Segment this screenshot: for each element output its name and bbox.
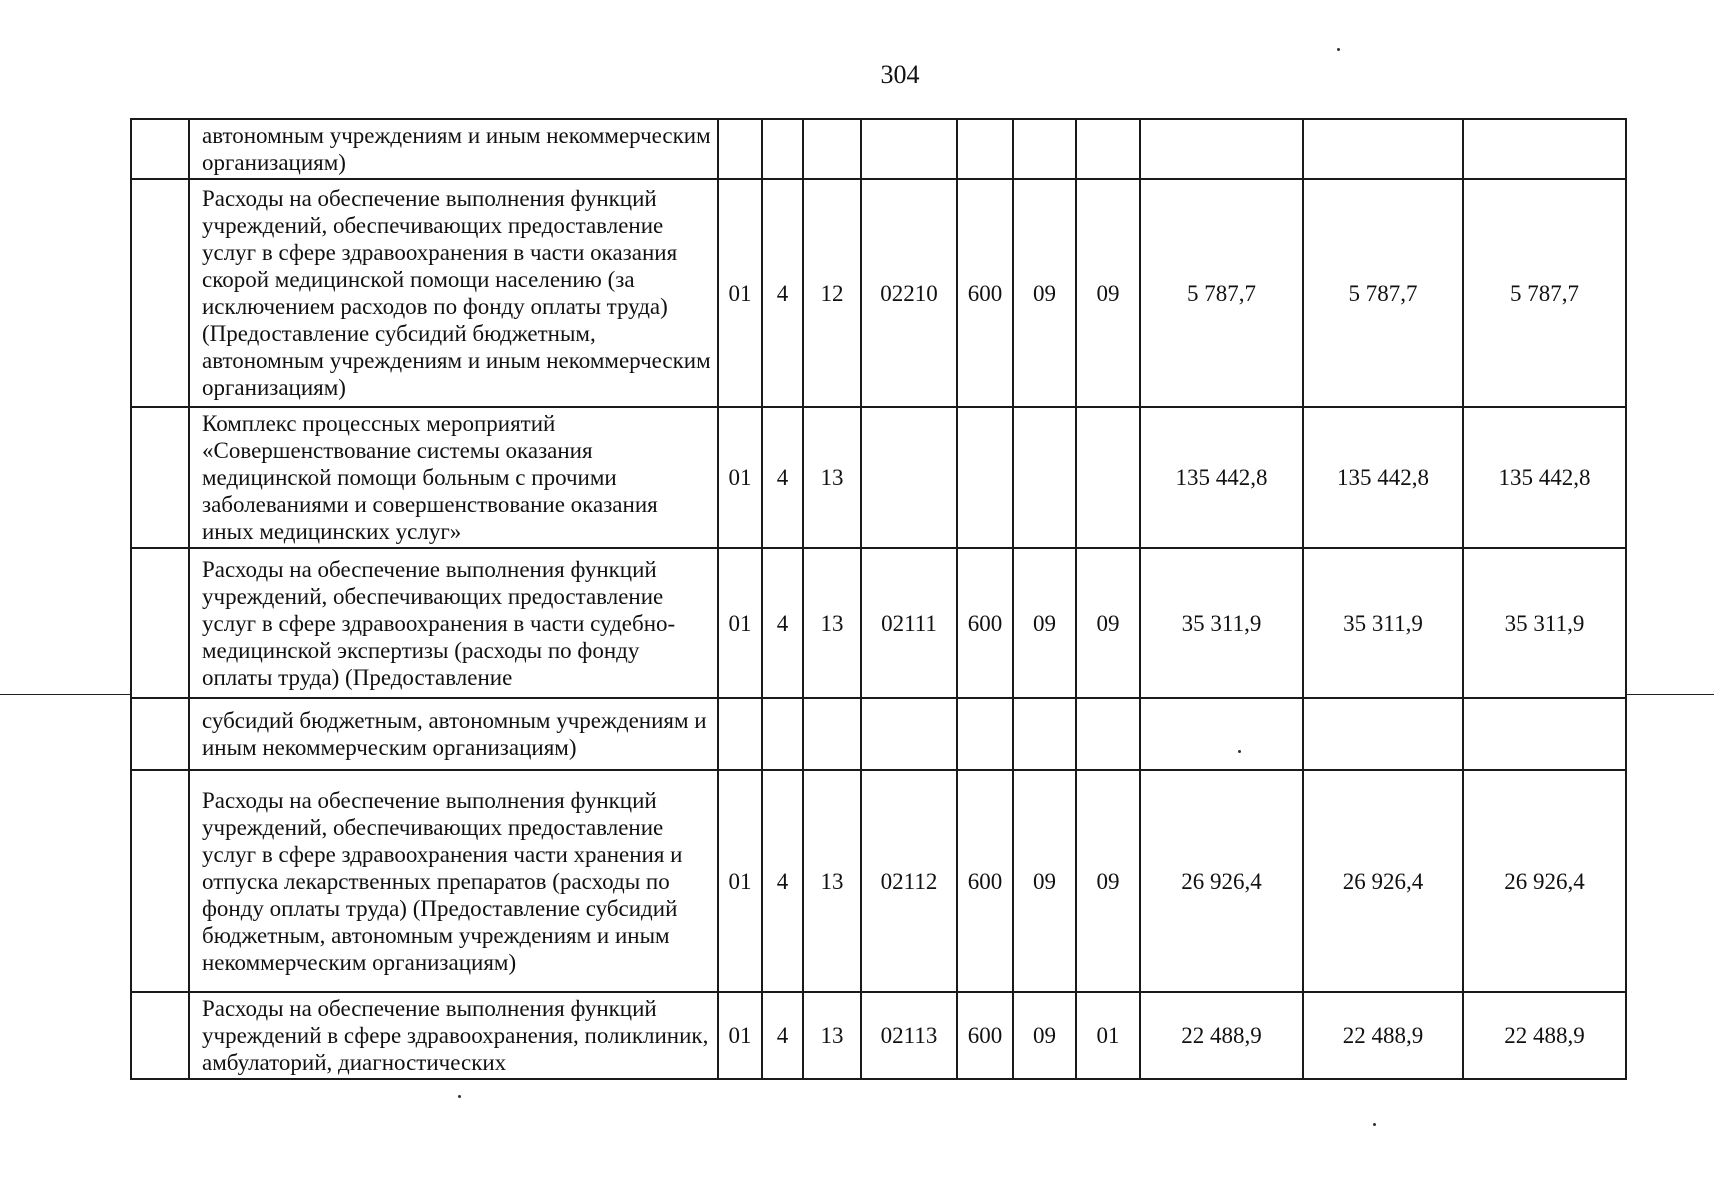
code-cell-c6: 09 [1013, 179, 1076, 407]
table-row [131, 407, 1626, 548]
table-row [131, 179, 1626, 407]
cut-line-right [1625, 694, 1714, 695]
amount-cell-v2: 135 442,8 [1303, 407, 1463, 548]
scan-speck [458, 1095, 461, 1098]
code-cell-c7: 09 [1076, 770, 1140, 992]
amount-cell-v2: 35 311,9 [1303, 548, 1463, 698]
code-cell-c4 [861, 119, 957, 179]
code-cell-c6 [1013, 119, 1076, 179]
row-index-cell [131, 992, 189, 1079]
code-cell-c4 [861, 407, 957, 548]
code-cell-c3: 12 [803, 179, 861, 407]
code-cell-c7: 01 [1076, 992, 1140, 1079]
cut-line-left [0, 694, 130, 695]
row-description: субсидий бюджетным, автономным учреждениям и иным некоммерческим организациям) [189, 698, 718, 770]
code-cell-c2 [762, 119, 803, 179]
code-cell-c1 [718, 119, 762, 179]
code-cell-c2 [762, 698, 803, 770]
row-index-cell [131, 179, 189, 407]
code-cell-c1 [718, 698, 762, 770]
code-cell-c4: 02112 [861, 770, 957, 992]
code-cell-c3: 13 [803, 548, 861, 698]
code-cell-c1: 01 [718, 548, 762, 698]
code-cell-c5 [957, 407, 1013, 548]
code-cell-c5 [957, 119, 1013, 179]
code-cell-c4: 02210 [861, 179, 957, 407]
amount-cell-v1 [1140, 698, 1303, 770]
amount-cell-v3: 22 488,9 [1463, 992, 1626, 1079]
row-index-cell [131, 548, 189, 698]
amount-cell-v2: 5 787,7 [1303, 179, 1463, 407]
code-cell-c6: 09 [1013, 548, 1076, 698]
row-index-cell [131, 119, 189, 179]
amount-cell-v1: 135 442,8 [1140, 407, 1303, 548]
scan-speck [1373, 1123, 1376, 1126]
code-cell-c5: 600 [957, 179, 1013, 407]
amount-cell-v1 [1140, 119, 1303, 179]
page-number: 304 [880, 60, 920, 89]
code-cell-c3: 13 [803, 770, 861, 992]
row-description: Расходы на обеспечение выполнения функций учреждений, обеспечивающих предоставление услуг в сфере здравоохранения в части оказания скорой медицинской помощи населению (за исключением расходов по фонду оплаты труда) (Предоставление субсидий бюджетным, автономным учреждениям и иным некоммерческим организациям) [189, 179, 718, 407]
code-cell-c2: 4 [762, 992, 803, 1079]
code-cell-c2: 4 [762, 179, 803, 407]
code-cell-c1: 01 [718, 179, 762, 407]
row-index-cell [131, 407, 189, 548]
code-cell-c6 [1013, 698, 1076, 770]
code-cell-c7: 09 [1076, 548, 1140, 698]
code-cell-c5: 600 [957, 992, 1013, 1079]
amount-cell-v3: 26 926,4 [1463, 770, 1626, 992]
row-description: Расходы на обеспечение выполнения функций учреждений, обеспечивающих предоставление услуг в сфере здравоохранения в части судебно-медицинской экспертизы (расходы по фонду оплаты труда) (Предоставление [189, 548, 718, 698]
code-cell-c4: 02113 [861, 992, 957, 1079]
code-cell-c6: 09 [1013, 992, 1076, 1079]
amount-cell-v2: 22 488,9 [1303, 992, 1463, 1079]
code-cell-c7 [1076, 698, 1140, 770]
code-cell-c2: 4 [762, 770, 803, 992]
amount-cell-v3: 5 787,7 [1463, 179, 1626, 407]
code-cell-c7 [1076, 407, 1140, 548]
table-row [131, 548, 1626, 698]
code-cell-c1: 01 [718, 407, 762, 548]
amount-cell-v2 [1303, 698, 1463, 770]
code-cell-c1: 01 [718, 770, 762, 992]
code-cell-c3: 13 [803, 407, 861, 548]
table-row [131, 698, 1626, 770]
row-index-cell [131, 698, 189, 770]
code-cell-c4: 02111 [861, 548, 957, 698]
scan-speck [1337, 48, 1340, 51]
row-description: автономным учреждениям и иным некоммерческим организациям) [189, 119, 718, 179]
code-cell-c3 [803, 698, 861, 770]
table-row [131, 119, 1626, 179]
code-cell-c5 [957, 698, 1013, 770]
code-cell-c6 [1013, 407, 1076, 548]
scan-speck [1238, 750, 1241, 753]
amount-cell-v1: 35 311,9 [1140, 548, 1303, 698]
amount-cell-v3 [1463, 698, 1626, 770]
amount-cell-v1: 22 488,9 [1140, 992, 1303, 1079]
code-cell-c1: 01 [718, 992, 762, 1079]
code-cell-c7: 09 [1076, 179, 1140, 407]
code-cell-c3: 13 [803, 992, 861, 1079]
table-row [131, 992, 1626, 1079]
amount-cell-v1: 5 787,7 [1140, 179, 1303, 407]
amount-cell-v1: 26 926,4 [1140, 770, 1303, 992]
code-cell-c5: 600 [957, 548, 1013, 698]
amount-cell-v3: 135 442,8 [1463, 407, 1626, 548]
budget-table [130, 118, 1627, 1080]
code-cell-c2: 4 [762, 548, 803, 698]
amount-cell-v2: 26 926,4 [1303, 770, 1463, 992]
code-cell-c5: 600 [957, 770, 1013, 992]
amount-cell-v3: 35 311,9 [1463, 548, 1626, 698]
code-cell-c4 [861, 698, 957, 770]
code-cell-c6: 09 [1013, 770, 1076, 992]
row-index-cell [131, 770, 189, 992]
amount-cell-v3 [1463, 119, 1626, 179]
code-cell-c7 [1076, 119, 1140, 179]
code-cell-c2: 4 [762, 407, 803, 548]
code-cell-c3 [803, 119, 861, 179]
row-description: Расходы на обеспечение выполнения функций учреждений в сфере здравоохранения, поликлиник, амбулаторий, диагностических [189, 992, 718, 1079]
row-description: Комплекс процессных мероприятий «Совершенствование системы оказания медицинской помощи больным с прочими заболеваниями и совершенствование оказания иных медицинских услуг» [189, 407, 718, 548]
table-row [131, 770, 1626, 992]
row-description: Расходы на обеспечение выполнения функций учреждений, обеспечивающих предоставление услуг в сфере здравоохранения части хранения и отпуска лекарственных препаратов (расходы по фонду оплаты труда) (Предоставление субсидий бюджетным, автономным учреждениям и иным некоммерческим организациям) [189, 770, 718, 992]
amount-cell-v2 [1303, 119, 1463, 179]
